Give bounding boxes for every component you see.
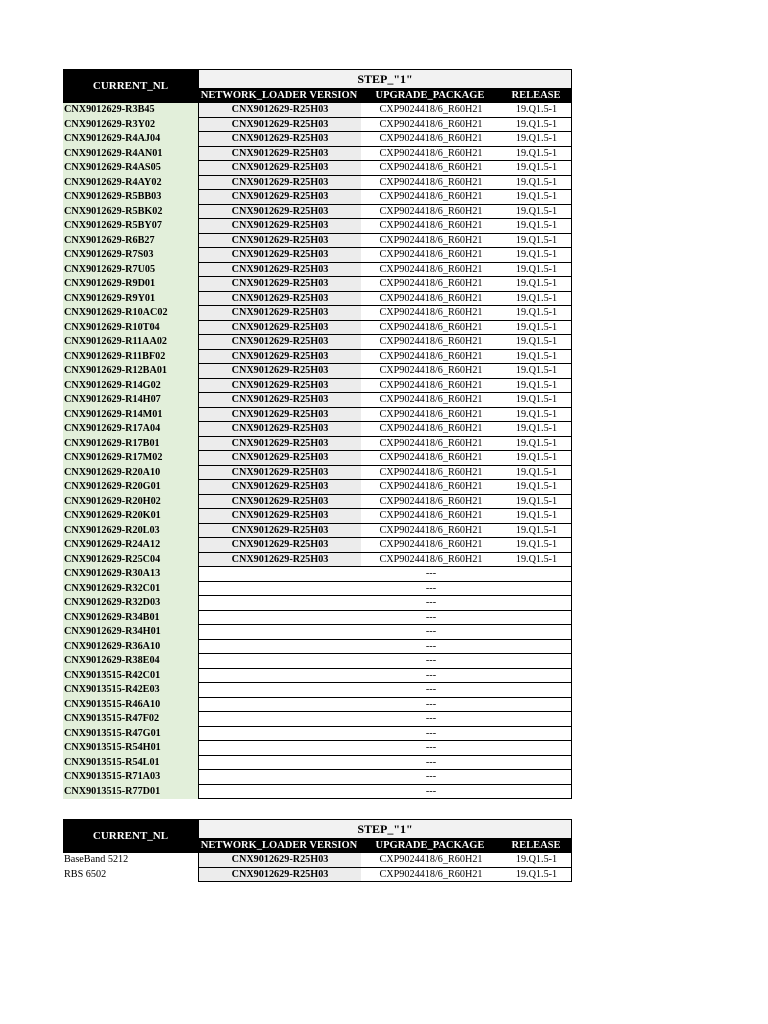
release-cell: 19.Q1.5-1 xyxy=(515,205,558,217)
upgrade-package-cell: --- xyxy=(425,756,437,768)
upgrade-package-cell: CXP9024418/6_R60H21 xyxy=(379,524,483,536)
step-cells xyxy=(198,611,572,626)
release-cell: 19.Q1.5-1 xyxy=(515,423,558,434)
table-row xyxy=(63,596,572,611)
table-row xyxy=(63,437,572,452)
table-row xyxy=(63,118,572,133)
upgrade-package-cell: CXP9024418/6_R60H21 xyxy=(379,510,483,521)
col-upgrade-package: UPGRADE_PACKAGE xyxy=(375,840,485,851)
upgrade-package-cell: --- xyxy=(425,684,437,695)
column-headers xyxy=(198,88,572,103)
step-cells xyxy=(198,350,572,365)
network-loader-cell: CNX9012629-R25H03 xyxy=(199,364,361,378)
upgrade-package-cell: --- xyxy=(425,568,437,579)
table-row xyxy=(63,219,572,234)
step-cells xyxy=(198,741,572,756)
step-cells xyxy=(198,321,572,336)
step-cells xyxy=(198,277,572,292)
current-nl-cell: CNX9012629-R14G02 xyxy=(63,379,198,394)
current-nl-header: CURRENT_NL xyxy=(63,69,198,103)
release-cell: 19.Q1.5-1 xyxy=(515,118,558,130)
network-loader-cell: CNX9012629-R25H03 xyxy=(199,190,361,204)
network-loader-cell: CNX9012629-R25H03 xyxy=(199,205,361,219)
network-loader-cell: CNX9012629-R25H03 xyxy=(199,466,361,480)
release-cell: 19.Q1.5-1 xyxy=(515,292,558,304)
step-cells xyxy=(198,868,572,883)
release-cell: 19.Q1.5-1 xyxy=(515,162,558,173)
network-loader-cell: CNX9012629-R25H03 xyxy=(199,509,361,523)
network-loader-cell: CNX9012629-R25H03 xyxy=(199,234,361,248)
current-nl-cell: CNX9012629-R10AC02 xyxy=(63,306,198,321)
release-cell: 19.Q1.5-1 xyxy=(515,321,558,333)
upgrade-package-cell: CXP9024418/6_R60H21 xyxy=(379,394,483,405)
upgrade-package-cell: CXP9024418/6_R60H21 xyxy=(379,162,483,173)
current-nl-cell: CNX9012629-R20G01 xyxy=(63,480,198,495)
upgrade-package-cell: --- xyxy=(425,727,437,739)
table-body xyxy=(63,103,572,799)
release-cell: 19.Q1.5-1 xyxy=(515,176,558,188)
table-row xyxy=(63,611,572,626)
current-nl-cell: CNX9012629-R20H02 xyxy=(63,495,198,510)
upgrade-package-cell: CXP9024418/6_R60H21 xyxy=(379,133,483,144)
upgrade-package-cell: CXP9024418/6_R60H21 xyxy=(379,495,483,507)
current-nl-cell: CNX9013515-R47G01 xyxy=(63,727,198,742)
table-row xyxy=(63,176,572,191)
release-cell: 19.Q1.5-1 xyxy=(515,133,558,144)
current-nl-cell: CNX9012629-R14M01 xyxy=(63,408,198,423)
col-network-loader-version: NETWORK_LOADER VERSION xyxy=(200,90,358,101)
release-cell: 19.Q1.5-1 xyxy=(515,539,558,550)
network-loader-cell: CNX9012629-R25H03 xyxy=(199,350,361,364)
release-cell: 19.Q1.5-1 xyxy=(515,365,558,376)
step-cells xyxy=(198,422,572,437)
network-loader-cell: CNX9012629-R25H03 xyxy=(199,451,361,465)
step-cells xyxy=(198,292,572,307)
upgrade-package-cell: --- xyxy=(425,626,437,637)
step-cells xyxy=(198,509,572,524)
step-cells xyxy=(198,190,572,205)
upgrade-package-cell: CXP9024418/6_R60H21 xyxy=(379,481,483,492)
table-row xyxy=(63,712,572,727)
release-cell: 19.Q1.5-1 xyxy=(515,307,558,318)
table-row xyxy=(63,853,572,868)
table-row xyxy=(63,408,572,423)
table-row xyxy=(63,292,572,307)
upgrade-package-cell: CXP9024418/6_R60H21 xyxy=(379,452,483,463)
release-cell: 19.Q1.5-1 xyxy=(515,278,558,289)
upgrade-package-cell: CXP9024418/6_R60H21 xyxy=(379,854,483,865)
upgrade-package-cell: CXP9024418/6_R60H21 xyxy=(379,437,483,449)
table-header xyxy=(63,69,572,103)
upgrade-package-cell: CXP9024418/6_R60H21 xyxy=(379,292,483,304)
upgrade-package-cell: CXP9024418/6_R60H21 xyxy=(379,278,483,289)
release-cell: 19.Q1.5-1 xyxy=(515,452,558,463)
release-cell: 19.Q1.5-1 xyxy=(515,481,558,492)
step-cells xyxy=(198,625,572,640)
step-cells xyxy=(198,205,572,220)
table-row xyxy=(63,785,572,800)
step-cells xyxy=(198,219,572,234)
current-nl-cell: CNX9012629-R20K01 xyxy=(63,509,198,524)
release-cell: 19.Q1.5-1 xyxy=(515,263,558,275)
upgrade-package-cell: CXP9024418/6_R60H21 xyxy=(379,539,483,550)
network-loader-cell: CNX9012629-R25H03 xyxy=(199,379,361,393)
table-row xyxy=(63,379,572,394)
upgrade-package-cell: --- xyxy=(425,655,437,666)
current-nl-cell: CNX9012629-R4AS05 xyxy=(63,161,198,176)
network-loader-cell: CNX9012629-R25H03 xyxy=(199,437,361,451)
table-row xyxy=(63,538,572,553)
current-nl-cell: RBS 6502 xyxy=(64,868,107,880)
current-nl-cell: CNX9012629-R17B01 xyxy=(63,437,198,452)
step-cells xyxy=(198,161,572,176)
current-nl-cell: CNX9012629-R7S03 xyxy=(63,248,198,263)
step-cells xyxy=(198,118,572,133)
release-cell: 19.Q1.5-1 xyxy=(515,249,558,260)
network-loader-cell: CNX9012629-R25H03 xyxy=(199,277,361,291)
network-loader-cell: CNX9012629-R25H03 xyxy=(199,422,361,436)
current-nl-cell: CNX9012629-R25C04 xyxy=(63,553,198,568)
step-cells xyxy=(198,466,572,481)
current-nl-cell: CNX9012629-R11BF02 xyxy=(63,350,198,365)
current-nl-cell: CNX9012629-R5BB03 xyxy=(63,190,198,205)
step-cells xyxy=(198,853,572,868)
table-row xyxy=(63,567,572,582)
table-row xyxy=(63,495,572,510)
step-cells xyxy=(198,176,572,191)
current-nl-cell: CNX9012629-R32D03 xyxy=(63,596,198,611)
release-cell: 19.Q1.5-1 xyxy=(515,495,558,507)
network-loader-cell: CNX9012629-R25H03 xyxy=(199,495,361,509)
current-nl-cell: CNX9012629-R34H01 xyxy=(63,625,198,640)
step-cells xyxy=(198,495,572,510)
upgrade-package-cell: CXP9024418/6_R60H21 xyxy=(379,553,483,565)
table-row xyxy=(63,582,572,597)
network-loader-cell: CNX9012629-R25H03 xyxy=(199,335,361,349)
network-loader-cell: CNX9012629-R25H03 xyxy=(199,321,361,335)
upgrade-package-cell: CXP9024418/6_R60H21 xyxy=(379,249,483,260)
upgrade-package-cell: CXP9024418/6_R60H21 xyxy=(379,379,483,391)
release-cell: 19.Q1.5-1 xyxy=(515,868,558,880)
current-nl-cell: CNX9012629-R5BY07 xyxy=(63,219,198,234)
step-cells xyxy=(198,364,572,379)
current-nl-cell: CNX9012629-R4AJ04 xyxy=(63,132,198,147)
step-cells xyxy=(198,683,572,698)
release-cell: 19.Q1.5-1 xyxy=(515,510,558,521)
upgrade-package-cell: CXP9024418/6_R60H21 xyxy=(379,104,483,115)
upgrade-package-cell: --- xyxy=(425,785,437,797)
current-nl-header: CURRENT_NL xyxy=(63,819,198,853)
table-row xyxy=(63,335,572,350)
table-row xyxy=(63,147,572,162)
step-cells xyxy=(198,756,572,771)
table-row xyxy=(63,306,572,321)
release-cell: 19.Q1.5-1 xyxy=(515,234,558,246)
table-header xyxy=(63,819,572,853)
step-cells xyxy=(198,770,572,785)
step-cells xyxy=(198,132,572,147)
network-loader-cell: CNX9012629-R25H03 xyxy=(199,263,361,277)
current-nl-cell: CNX9012629-R32C01 xyxy=(63,582,198,597)
current-nl-cell: CNX9012629-R10T04 xyxy=(63,321,198,336)
upgrade-package-cell: CXP9024418/6_R60H21 xyxy=(379,205,483,217)
current-nl-cell: CNX9013515-R54H01 xyxy=(63,741,198,756)
release-cell: 19.Q1.5-1 xyxy=(515,350,558,362)
upgrade-package-cell: --- xyxy=(425,669,437,681)
network-loader-cell: CNX9012629-R25H03 xyxy=(199,219,361,233)
current-nl-cell: CNX9012629-R4AN01 xyxy=(63,147,198,162)
table-row xyxy=(63,727,572,742)
current-nl-cell: CNX9012629-R9Y01 xyxy=(63,292,198,307)
upgrade-package-cell: --- xyxy=(425,713,437,724)
upgrade-package-cell: CXP9024418/6_R60H21 xyxy=(379,220,483,231)
network-loader-cell: CNX9012629-R25H03 xyxy=(199,306,361,320)
table-row xyxy=(63,625,572,640)
network-loader-cell: CNX9012629-R25H03 xyxy=(199,248,361,262)
current-nl-cell: CNX9012629-R34B01 xyxy=(63,611,198,626)
step-cells xyxy=(198,103,572,118)
current-nl-cell: CNX9012629-R30A13 xyxy=(63,567,198,582)
current-nl-cell: CNX9013515-R46A10 xyxy=(63,698,198,713)
current-nl-cell: CNX9012629-R36A10 xyxy=(63,640,198,655)
release-cell: 19.Q1.5-1 xyxy=(515,437,558,449)
upgrade-table-hardware xyxy=(63,819,572,882)
table-row xyxy=(63,422,572,437)
network-loader-cell: CNX9012629-R25H03 xyxy=(199,292,361,306)
table-row xyxy=(63,698,572,713)
step-cells xyxy=(198,234,572,249)
step-cells xyxy=(198,727,572,742)
table-row xyxy=(63,756,572,771)
network-loader-cell: CNX9012629-R25H03 xyxy=(199,393,361,407)
step-cells xyxy=(198,451,572,466)
upgrade-package-cell: --- xyxy=(425,742,437,753)
table-row xyxy=(63,466,572,481)
release-cell: 19.Q1.5-1 xyxy=(515,220,558,231)
current-nl-cell: CNX9012629-R6B27 xyxy=(63,234,198,249)
step-header: STEP_"1" xyxy=(198,69,572,88)
table-row xyxy=(63,741,572,756)
step-cells xyxy=(198,248,572,263)
current-nl-cell: CNX9012629-R3Y02 xyxy=(63,118,198,133)
step-cells xyxy=(198,553,572,568)
upgrade-package-cell: CXP9024418/6_R60H21 xyxy=(379,191,483,202)
table-row xyxy=(63,509,572,524)
table-row xyxy=(63,263,572,278)
network-loader-cell: CNX9012629-R25H03 xyxy=(199,853,361,867)
upgrade-package-cell: --- xyxy=(425,611,437,623)
column-headers xyxy=(198,838,572,853)
release-cell: 19.Q1.5-1 xyxy=(515,854,558,865)
upgrade-package-cell: CXP9024418/6_R60H21 xyxy=(379,408,483,420)
step-cells xyxy=(198,567,572,582)
upgrade-package-cell: CXP9024418/6_R60H21 xyxy=(379,350,483,362)
network-loader-cell: CNX9012629-R25H03 xyxy=(199,103,361,117)
table-row xyxy=(63,640,572,655)
step-cells xyxy=(198,437,572,452)
release-cell: 19.Q1.5-1 xyxy=(515,191,558,202)
step-cells xyxy=(198,596,572,611)
release-cell: 19.Q1.5-1 xyxy=(515,147,558,159)
table-row xyxy=(63,234,572,249)
network-loader-cell: CNX9012629-R25H03 xyxy=(199,524,361,538)
current-nl-cell: CNX9013515-R47F02 xyxy=(63,712,198,727)
table-row xyxy=(63,190,572,205)
release-cell: 19.Q1.5-1 xyxy=(515,394,558,405)
step-cells xyxy=(198,393,572,408)
step-cells xyxy=(198,408,572,423)
table-row xyxy=(63,248,572,263)
current-nl-cell: CNX9013515-R42C01 xyxy=(63,669,198,684)
upgrade-package-cell: CXP9024418/6_R60H21 xyxy=(379,176,483,188)
release-cell: 19.Q1.5-1 xyxy=(515,379,558,391)
upgrade-package-cell: --- xyxy=(425,597,437,608)
network-loader-cell: CNX9012629-R25H03 xyxy=(199,868,361,882)
current-nl-cell: CNX9012629-R9D01 xyxy=(63,277,198,292)
current-nl-cell: CNX9012629-R7U05 xyxy=(63,263,198,278)
table-row xyxy=(63,393,572,408)
step-cells xyxy=(198,698,572,713)
current-nl-cell: CNX9013515-R71A03 xyxy=(63,770,198,785)
current-nl-cell: CNX9012629-R17M02 xyxy=(63,451,198,466)
upgrade-package-cell: CXP9024418/6_R60H21 xyxy=(379,466,483,478)
step-cells xyxy=(198,379,572,394)
current-nl-cell: CNX9012629-R5BK02 xyxy=(63,205,198,220)
upgrade-package-cell: --- xyxy=(425,771,437,782)
upgrade-package-cell: CXP9024418/6_R60H21 xyxy=(379,423,483,434)
network-loader-cell: CNX9012629-R25H03 xyxy=(199,176,361,190)
table-row xyxy=(63,451,572,466)
current-nl-cell: CNX9012629-R4AY02 xyxy=(63,176,198,191)
col-network-loader-version: NETWORK_LOADER VERSION xyxy=(200,840,358,851)
current-nl-cell: CNX9012629-R12BA01 xyxy=(63,364,198,379)
table-row xyxy=(63,654,572,669)
current-nl-cell: CNX9012629-R17A04 xyxy=(63,422,198,437)
col-upgrade-package: UPGRADE_PACKAGE xyxy=(375,90,485,101)
step-cells xyxy=(198,538,572,553)
release-cell: 19.Q1.5-1 xyxy=(515,553,558,565)
step-cells xyxy=(198,263,572,278)
upgrade-package-cell: CXP9024418/6_R60H21 xyxy=(379,321,483,333)
release-cell: 19.Q1.5-1 xyxy=(515,104,558,115)
upgrade-package-cell: CXP9024418/6_R60H21 xyxy=(379,118,483,130)
upgrade-package-cell: CXP9024418/6_R60H21 xyxy=(379,147,483,159)
step-cells xyxy=(198,640,572,655)
network-loader-cell: CNX9012629-R25H03 xyxy=(199,147,361,161)
step-cells xyxy=(198,785,572,800)
current-nl-cell: CNX9012629-R14H07 xyxy=(63,393,198,408)
upgrade-package-cell: CXP9024418/6_R60H21 xyxy=(379,307,483,318)
table-row xyxy=(63,480,572,495)
upgrade-table-main xyxy=(63,69,572,799)
table-row xyxy=(63,669,572,684)
current-nl-cell: CNX9013515-R42E03 xyxy=(63,683,198,698)
current-nl-cell: CNX9012629-R20L03 xyxy=(63,524,198,539)
network-loader-cell: CNX9012629-R25H03 xyxy=(199,538,361,552)
current-nl-cell: CNX9013515-R77D01 xyxy=(63,785,198,800)
upgrade-package-cell: CXP9024418/6_R60H21 xyxy=(379,365,483,376)
table-row xyxy=(63,321,572,336)
upgrade-package-cell: CXP9024418/6_R60H21 xyxy=(379,868,483,880)
step-header: STEP_"1" xyxy=(198,819,572,838)
upgrade-package-cell: CXP9024418/6_R60H21 xyxy=(379,234,483,246)
current-nl-cell: CNX9012629-R11AA02 xyxy=(63,335,198,350)
upgrade-package-cell: --- xyxy=(425,582,437,594)
step-cells xyxy=(198,582,572,597)
network-loader-cell: CNX9012629-R25H03 xyxy=(199,118,361,132)
step-cells xyxy=(198,147,572,162)
step-cells xyxy=(198,480,572,495)
network-loader-cell: CNX9012629-R25H03 xyxy=(199,132,361,146)
upgrade-package-cell: --- xyxy=(425,698,437,710)
table-row xyxy=(63,205,572,220)
step-cells xyxy=(198,335,572,350)
table-row xyxy=(63,350,572,365)
current-nl-cell: CNX9013515-R54L01 xyxy=(63,756,198,771)
table-row xyxy=(63,553,572,568)
table-row xyxy=(63,524,572,539)
release-cell: 19.Q1.5-1 xyxy=(515,408,558,420)
table-row xyxy=(63,132,572,147)
network-loader-cell: CNX9012629-R25H03 xyxy=(199,553,361,567)
network-loader-cell: CNX9012629-R25H03 xyxy=(199,480,361,494)
step-cells xyxy=(198,712,572,727)
col-release: RELEASE xyxy=(511,840,561,851)
current-nl-cell: CNX9012629-R24A12 xyxy=(63,538,198,553)
network-loader-cell: CNX9012629-R25H03 xyxy=(199,408,361,422)
table-row xyxy=(63,770,572,785)
table-row xyxy=(63,277,572,292)
table-row xyxy=(63,683,572,698)
current-nl-cell: CNX9012629-R3B45 xyxy=(63,103,198,118)
table-row xyxy=(63,103,572,118)
table-body xyxy=(63,853,572,882)
table-row xyxy=(63,364,572,379)
col-release: RELEASE xyxy=(511,90,561,101)
step-cells xyxy=(198,669,572,684)
table-row xyxy=(63,161,572,176)
current-nl-cell: CNX9012629-R20A10 xyxy=(63,466,198,481)
step-cells xyxy=(198,654,572,669)
current-nl-cell: CNX9012629-R38E04 xyxy=(63,654,198,669)
release-cell: 19.Q1.5-1 xyxy=(515,336,558,347)
step-cells xyxy=(198,306,572,321)
release-cell: 19.Q1.5-1 xyxy=(515,466,558,478)
network-loader-cell: CNX9012629-R25H03 xyxy=(199,161,361,175)
upgrade-package-cell: CXP9024418/6_R60H21 xyxy=(379,336,483,347)
table-row xyxy=(63,868,572,883)
upgrade-package-cell: --- xyxy=(425,640,437,652)
step-cells xyxy=(198,524,572,539)
release-cell: 19.Q1.5-1 xyxy=(515,524,558,536)
current-nl-cell: BaseBand 5212 xyxy=(64,854,129,865)
upgrade-package-cell: CXP9024418/6_R60H21 xyxy=(379,263,483,275)
